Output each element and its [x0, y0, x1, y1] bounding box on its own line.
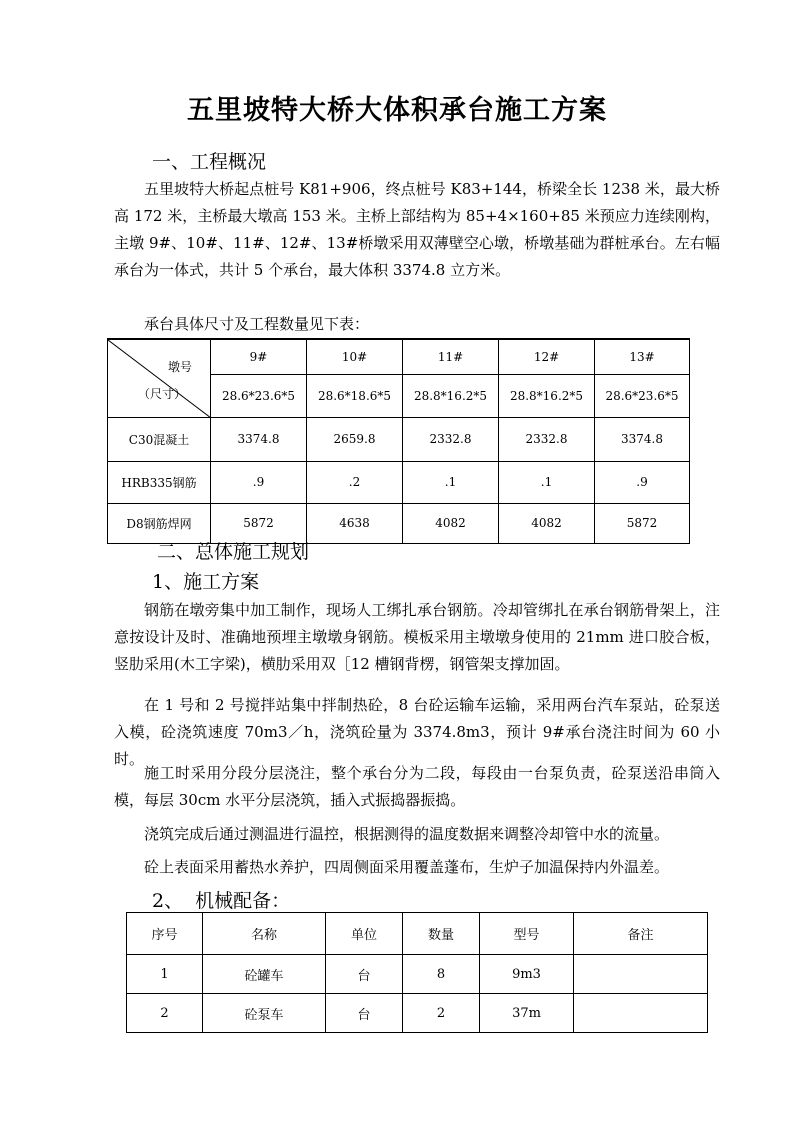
table-corner-cell [108, 339, 211, 417]
method-paragraph-concrete: 在 1 号和 2 号搅拌站集中拌制热砼，8 台砼运输车运输，采用两台汽车泵站，砼泵送入模，砼浇筑速度 70m3／h，浇筑砼量为 3374.8m3，预计 9#承台浇注时间为 60 小时。 [114, 696, 720, 768]
table-cell: 台 [326, 994, 403, 1033]
column-header-pier: 12# [499, 339, 595, 374]
table-cell: 8 [403, 955, 480, 994]
column-header-pier: 10# [307, 339, 403, 374]
row-label: C30混凝土 [108, 417, 211, 461]
column-header: 数量 [403, 913, 480, 955]
table-intro-paragraph: 承台具体尺寸及工程数量见下表： [144, 315, 370, 333]
overview-paragraph: 五里坡特大桥起点桩号 K81+906，终点桩号 K83+144，桥梁全长 1238 米，最大桥高 172 米，主桥最大墩高 153 米。主桥上部结构为 85+4×160+85 米预应力连续刚构，主墩 9#、10#、11#、12#、13#桥墩采用双薄壁空心墩，桥墩基础为群桩承台。左右幅承台为一体式，共计 5 个承台，最大体积 3374.8 立方米。 [114, 180, 720, 279]
table-cell: 3374.8 [595, 417, 690, 461]
table-cell: 砼罐车 [203, 955, 326, 994]
size-cell: 28.6*18.6*5 [307, 374, 403, 417]
corner-label-pier: 墩号 [168, 360, 193, 374]
size-cell: 28.8*16.2*5 [403, 374, 499, 417]
table-cell: 4082 [403, 503, 499, 543]
size-cell: 28.6*23.6*5 [595, 374, 690, 417]
table-cell: .1 [403, 461, 499, 503]
size-cell: 28.6*23.6*5 [211, 374, 307, 417]
method-paragraph-curing: 砼上表面采用蓄热水养护，四周侧面采用覆盖蓬布，生炉子加温保持内外温差。 [144, 858, 670, 876]
corner-label-size: （尺寸） [138, 387, 187, 401]
table-row [108, 461, 690, 503]
row-label: D8钢筋焊网 [108, 503, 211, 543]
table-cell: 4638 [307, 503, 403, 543]
table-cell: 砼泵车 [203, 994, 326, 1033]
table-cell: 台 [326, 955, 403, 994]
table-cell: 3374.8 [211, 417, 307, 461]
table-cell [574, 994, 708, 1033]
section-heading-overview: 一、工程概况 [152, 151, 267, 173]
table-cell: .1 [499, 461, 595, 503]
size-cell: 28.8*16.2*5 [499, 374, 595, 417]
column-header: 型号 [480, 913, 574, 955]
table-cell: 2 [127, 994, 203, 1033]
table-cell: 9m3 [480, 955, 574, 994]
document-title: 五里坡特大桥大体积承台施工方案 [187, 95, 607, 126]
table-row [127, 955, 708, 994]
table-cell: 2659.8 [307, 417, 403, 461]
table-row [127, 994, 708, 1033]
table-cell: 37m [480, 994, 574, 1033]
column-header: 名称 [203, 913, 326, 955]
table-cell: 2332.8 [499, 417, 595, 461]
table-cell: .9 [595, 461, 690, 503]
section-heading-planning: 二、总体施工规划 [157, 541, 310, 563]
table-cell: .9 [211, 461, 307, 503]
table-cell: 2332.8 [403, 417, 499, 461]
column-header: 单位 [326, 913, 403, 955]
column-header: 备注 [574, 913, 708, 955]
table-cell [574, 955, 708, 994]
table-row [108, 417, 690, 461]
table-cell: 5872 [595, 503, 690, 543]
subheading-construction-method: 1、施工方案 [152, 571, 260, 593]
machinery-table [126, 912, 708, 1033]
table-cell: 2 [403, 994, 480, 1033]
table-cell: .2 [307, 461, 403, 503]
table-cell: 1 [127, 955, 203, 994]
platform-dimensions-table [107, 338, 690, 544]
method-paragraph-rebar: 钢筋在墩旁集中加工制作，现场人工绑扎承台钢筋。冷却管绑扎在承台钢筋骨架上，注意按设计及时、准确地预埋主墩墩身钢筋。模板采用主墩墩身使用的 21mm 进口胶合板，竖肋采用(木工字梁)，横肋采用双［12 槽钢背楞，钢管架支撑加固。 [114, 601, 720, 673]
column-header: 序号 [127, 913, 203, 955]
column-header-pier: 13# [595, 339, 690, 374]
method-paragraph-temperature: 浇筑完成后通过测温进行温控，根据测得的温度数据来调整冷却管中水的流量。 [144, 825, 670, 843]
table-cell: 5872 [211, 503, 307, 543]
table-header-row [127, 913, 708, 955]
row-label: HRB335钢筋 [108, 461, 211, 503]
method-paragraph-pouring: 施工时采用分段分层浇注，整个承台分为二段，每段由一台泵负责，砼泵送沿串筒入模，每层 30cm 水平分层浇筑，插入式振捣器振捣。 [114, 764, 720, 809]
corner-diagonal-line [108, 340, 211, 418]
column-header-pier: 9# [211, 339, 307, 374]
table-cell: 4082 [499, 503, 595, 543]
subheading-machinery: 2、 机械配备： [152, 890, 291, 912]
column-header-pier: 11# [403, 339, 499, 374]
